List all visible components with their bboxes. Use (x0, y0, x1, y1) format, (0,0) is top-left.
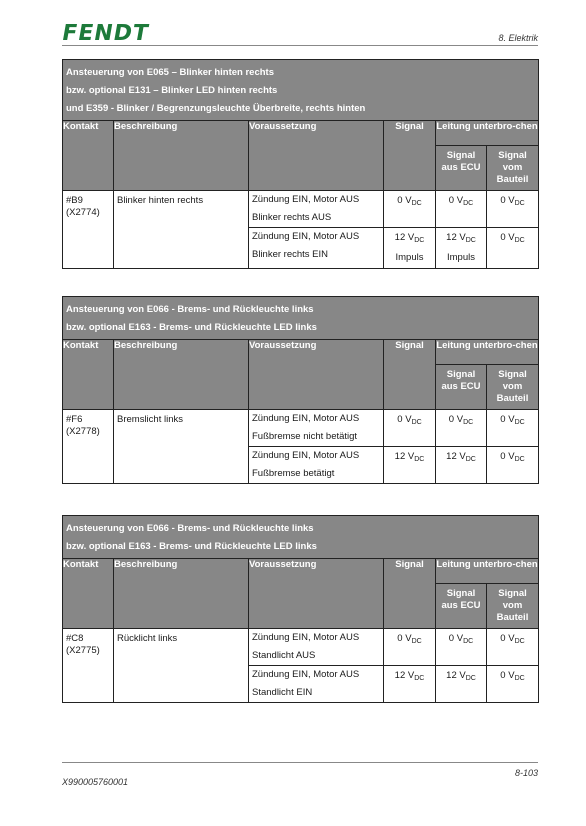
signal-value: 12 (394, 670, 406, 681)
unit-dc: DC (414, 237, 425, 244)
condition-cell (249, 228, 384, 269)
header-voraussetzung: Voraussetzung (249, 559, 384, 629)
signal-cell (384, 191, 436, 228)
table-title-line: und E359 - Blinker / Begrenzungsleuchte Überbreite, rechts hinten (66, 103, 366, 114)
signal-note: Impuls (395, 252, 424, 263)
condition-line: Fußbremse betätigt (252, 468, 335, 479)
signal-ecu-value: 12 (446, 670, 457, 681)
signal-ecu-cell (436, 228, 487, 269)
condition-line: Blinker rechts EIN (252, 249, 329, 260)
contact-pin: #F6 (66, 414, 83, 425)
contact-cell (63, 191, 114, 269)
unit-dc: DC (411, 638, 422, 645)
table-title-line: bzw. optional E131 – Blinker LED hinten rechts (66, 85, 278, 96)
unit-v: V (407, 451, 415, 462)
signal-bauteil-cell (487, 666, 539, 703)
header-signal-aus-ecu: Signal aus ECU (436, 584, 487, 629)
unit-v: V (456, 195, 464, 206)
unit-dc: DC (465, 237, 476, 244)
signal-bauteil-value: 0 (500, 633, 506, 644)
signal-bauteil-value: 0 (500, 195, 506, 206)
header-signal-vom-bauteil: Signal vom Bauteil (487, 146, 539, 191)
condition-line: Zündung EIN, Motor AUS (252, 450, 360, 461)
condition-cell (249, 410, 384, 447)
signal-ecu-cell (436, 447, 487, 484)
contact-connector: (X2775) (66, 645, 100, 656)
signal-ecu-value: 0 (448, 414, 455, 425)
header-signal: Signal (384, 559, 436, 629)
unit-dc: DC (514, 675, 525, 682)
unit-dc: DC (514, 237, 525, 244)
unit-v: V (405, 414, 412, 425)
unit-dc: DC (414, 675, 425, 682)
signal-table-e066-brake (62, 296, 539, 484)
signal-ecu-value: 12 (446, 232, 457, 243)
signal-ecu-note: Impuls (447, 252, 475, 263)
signal-cell (384, 629, 436, 666)
contact-pin: #B9 (66, 195, 83, 206)
header-divider (62, 45, 538, 46)
condition-line: Zündung EIN, Motor AUS (252, 194, 360, 205)
unit-dc: DC (411, 419, 422, 426)
signal-cell (384, 410, 436, 447)
signal-bauteil-value: 0 (500, 232, 506, 243)
unit-v: V (459, 232, 466, 243)
unit-v: V (456, 633, 464, 644)
unit-dc: DC (514, 456, 525, 463)
unit-v: V (508, 195, 515, 206)
header-signal: Signal (384, 340, 436, 410)
signal-cell (384, 666, 436, 703)
unit-v: V (407, 670, 415, 681)
contact-cell (63, 629, 114, 703)
description-cell: Bremslicht links (114, 410, 249, 484)
table-title-line: bzw. optional E163 - Brems- und Rückleuchte LED links (66, 322, 317, 333)
signal-value: 0 (397, 414, 403, 425)
table-row (63, 410, 539, 447)
table-title-line: bzw. optional E163 - Brems- und Rückleuchte LED links (66, 541, 317, 552)
table-row (63, 629, 539, 666)
unit-dc: DC (414, 456, 425, 463)
signal-ecu-value: 0 (448, 195, 455, 206)
unit-v: V (407, 232, 415, 243)
condition-cell (249, 447, 384, 484)
unit-dc: DC (514, 419, 525, 426)
condition-line: Blinker rechts AUS (252, 212, 332, 223)
signal-value: 0 (397, 195, 403, 206)
unit-v: V (405, 195, 412, 206)
header-signal-aus-ecu: Signal aus ECU (436, 146, 487, 191)
table-title-line: Ansteuerung von E066 - Brems- und Rückleuchte links (66, 304, 314, 315)
unit-dc: DC (514, 200, 525, 207)
condition-line: Standlicht AUS (252, 650, 316, 661)
contact-cell (63, 410, 114, 484)
unit-v: V (459, 670, 466, 681)
condition-line: Fußbremse nicht betätigt (252, 431, 358, 442)
contact-connector: (X2774) (66, 207, 100, 218)
unit-dc: DC (514, 638, 525, 645)
signal-bauteil-value: 0 (500, 414, 506, 425)
signal-ecu-cell (436, 629, 487, 666)
header-leitung-unterbrochen: Leitung unterbro-chen (436, 340, 539, 365)
signal-ecu-cell (436, 410, 487, 447)
condition-cell (249, 666, 384, 703)
header-kontakt: Kontakt (63, 121, 114, 191)
unit-dc: DC (411, 200, 422, 207)
header-kontakt: Kontakt (63, 340, 114, 410)
description-cell: Rücklicht links (114, 629, 249, 703)
unit-dc: DC (463, 419, 474, 426)
table-title-line: Ansteuerung von E065 – Blinker hinten rechts (66, 67, 274, 78)
signal-value: 12 (394, 451, 406, 462)
signal-ecu-value: 0 (448, 633, 455, 644)
table-title (63, 297, 539, 340)
header-kontakt: Kontakt (63, 559, 114, 629)
header-leitung-unterbrochen: Leitung unterbro-chen (436, 559, 539, 584)
signal-bauteil-cell (487, 447, 539, 484)
contact-pin: #C8 (66, 633, 84, 644)
signal-value: 12 (394, 232, 406, 243)
unit-v: V (459, 451, 466, 462)
header-voraussetzung: Voraussetzung (249, 340, 384, 410)
signal-cell (384, 228, 436, 269)
condition-cell (249, 191, 384, 228)
unit-v: V (456, 414, 464, 425)
contact-connector: (X2778) (66, 426, 100, 437)
signal-ecu-value: 12 (446, 451, 457, 462)
unit-v: V (405, 633, 412, 644)
unit-dc: DC (463, 200, 474, 207)
document-number: X990005760001 (62, 777, 129, 787)
unit-v: V (508, 414, 515, 425)
table-title (63, 516, 539, 559)
fendt-logo: FENDT (59, 21, 152, 46)
unit-v: V (508, 451, 515, 462)
table-row (63, 191, 539, 228)
signal-cell (384, 447, 436, 484)
header-signal-vom-bauteil: Signal vom Bauteil (487, 584, 539, 629)
header-signal-vom-bauteil: Signal vom Bauteil (487, 365, 539, 410)
condition-line: Standlicht EIN (252, 687, 313, 698)
header-voraussetzung: Voraussetzung (249, 121, 384, 191)
signal-bauteil-value: 0 (500, 451, 506, 462)
condition-line: Zündung EIN, Motor AUS (252, 413, 360, 424)
signal-table-e065 (62, 59, 539, 269)
signal-bauteil-cell (487, 191, 539, 228)
signal-ecu-cell (436, 191, 487, 228)
condition-cell (249, 629, 384, 666)
header-beschreibung: Beschreibung (114, 121, 249, 191)
header-signal: Signal (384, 121, 436, 191)
unit-v: V (508, 633, 515, 644)
section-title: 8. Elektrik (498, 33, 538, 43)
unit-dc: DC (463, 638, 474, 645)
unit-dc: DC (465, 675, 476, 682)
header-signal-aus-ecu: Signal aus ECU (436, 365, 487, 410)
condition-line: Zündung EIN, Motor AUS (252, 669, 360, 680)
signal-table-e066-tail (62, 515, 539, 703)
header-beschreibung: Beschreibung (114, 340, 249, 410)
signal-bauteil-cell (487, 410, 539, 447)
footer-divider (62, 762, 538, 763)
page-number: 8-103 (514, 768, 538, 778)
table-title (63, 60, 539, 121)
condition-line: Zündung EIN, Motor AUS (252, 632, 360, 643)
signal-bauteil-cell (487, 629, 539, 666)
condition-line: Zündung EIN, Motor AUS (252, 231, 360, 242)
unit-v: V (508, 670, 515, 681)
header-leitung-unterbrochen: Leitung unterbro-chen (436, 121, 539, 146)
signal-ecu-cell (436, 666, 487, 703)
unit-dc: DC (465, 456, 476, 463)
table-title-line: Ansteuerung von E066 - Brems- und Rückleuchte links (66, 523, 314, 534)
signal-value: 0 (397, 633, 403, 644)
description-cell: Blinker hinten rechts (114, 191, 249, 269)
signal-bauteil-value: 0 (500, 670, 506, 681)
unit-v: V (508, 232, 515, 243)
signal-bauteil-cell (487, 228, 539, 269)
header-beschreibung: Beschreibung (114, 559, 249, 629)
